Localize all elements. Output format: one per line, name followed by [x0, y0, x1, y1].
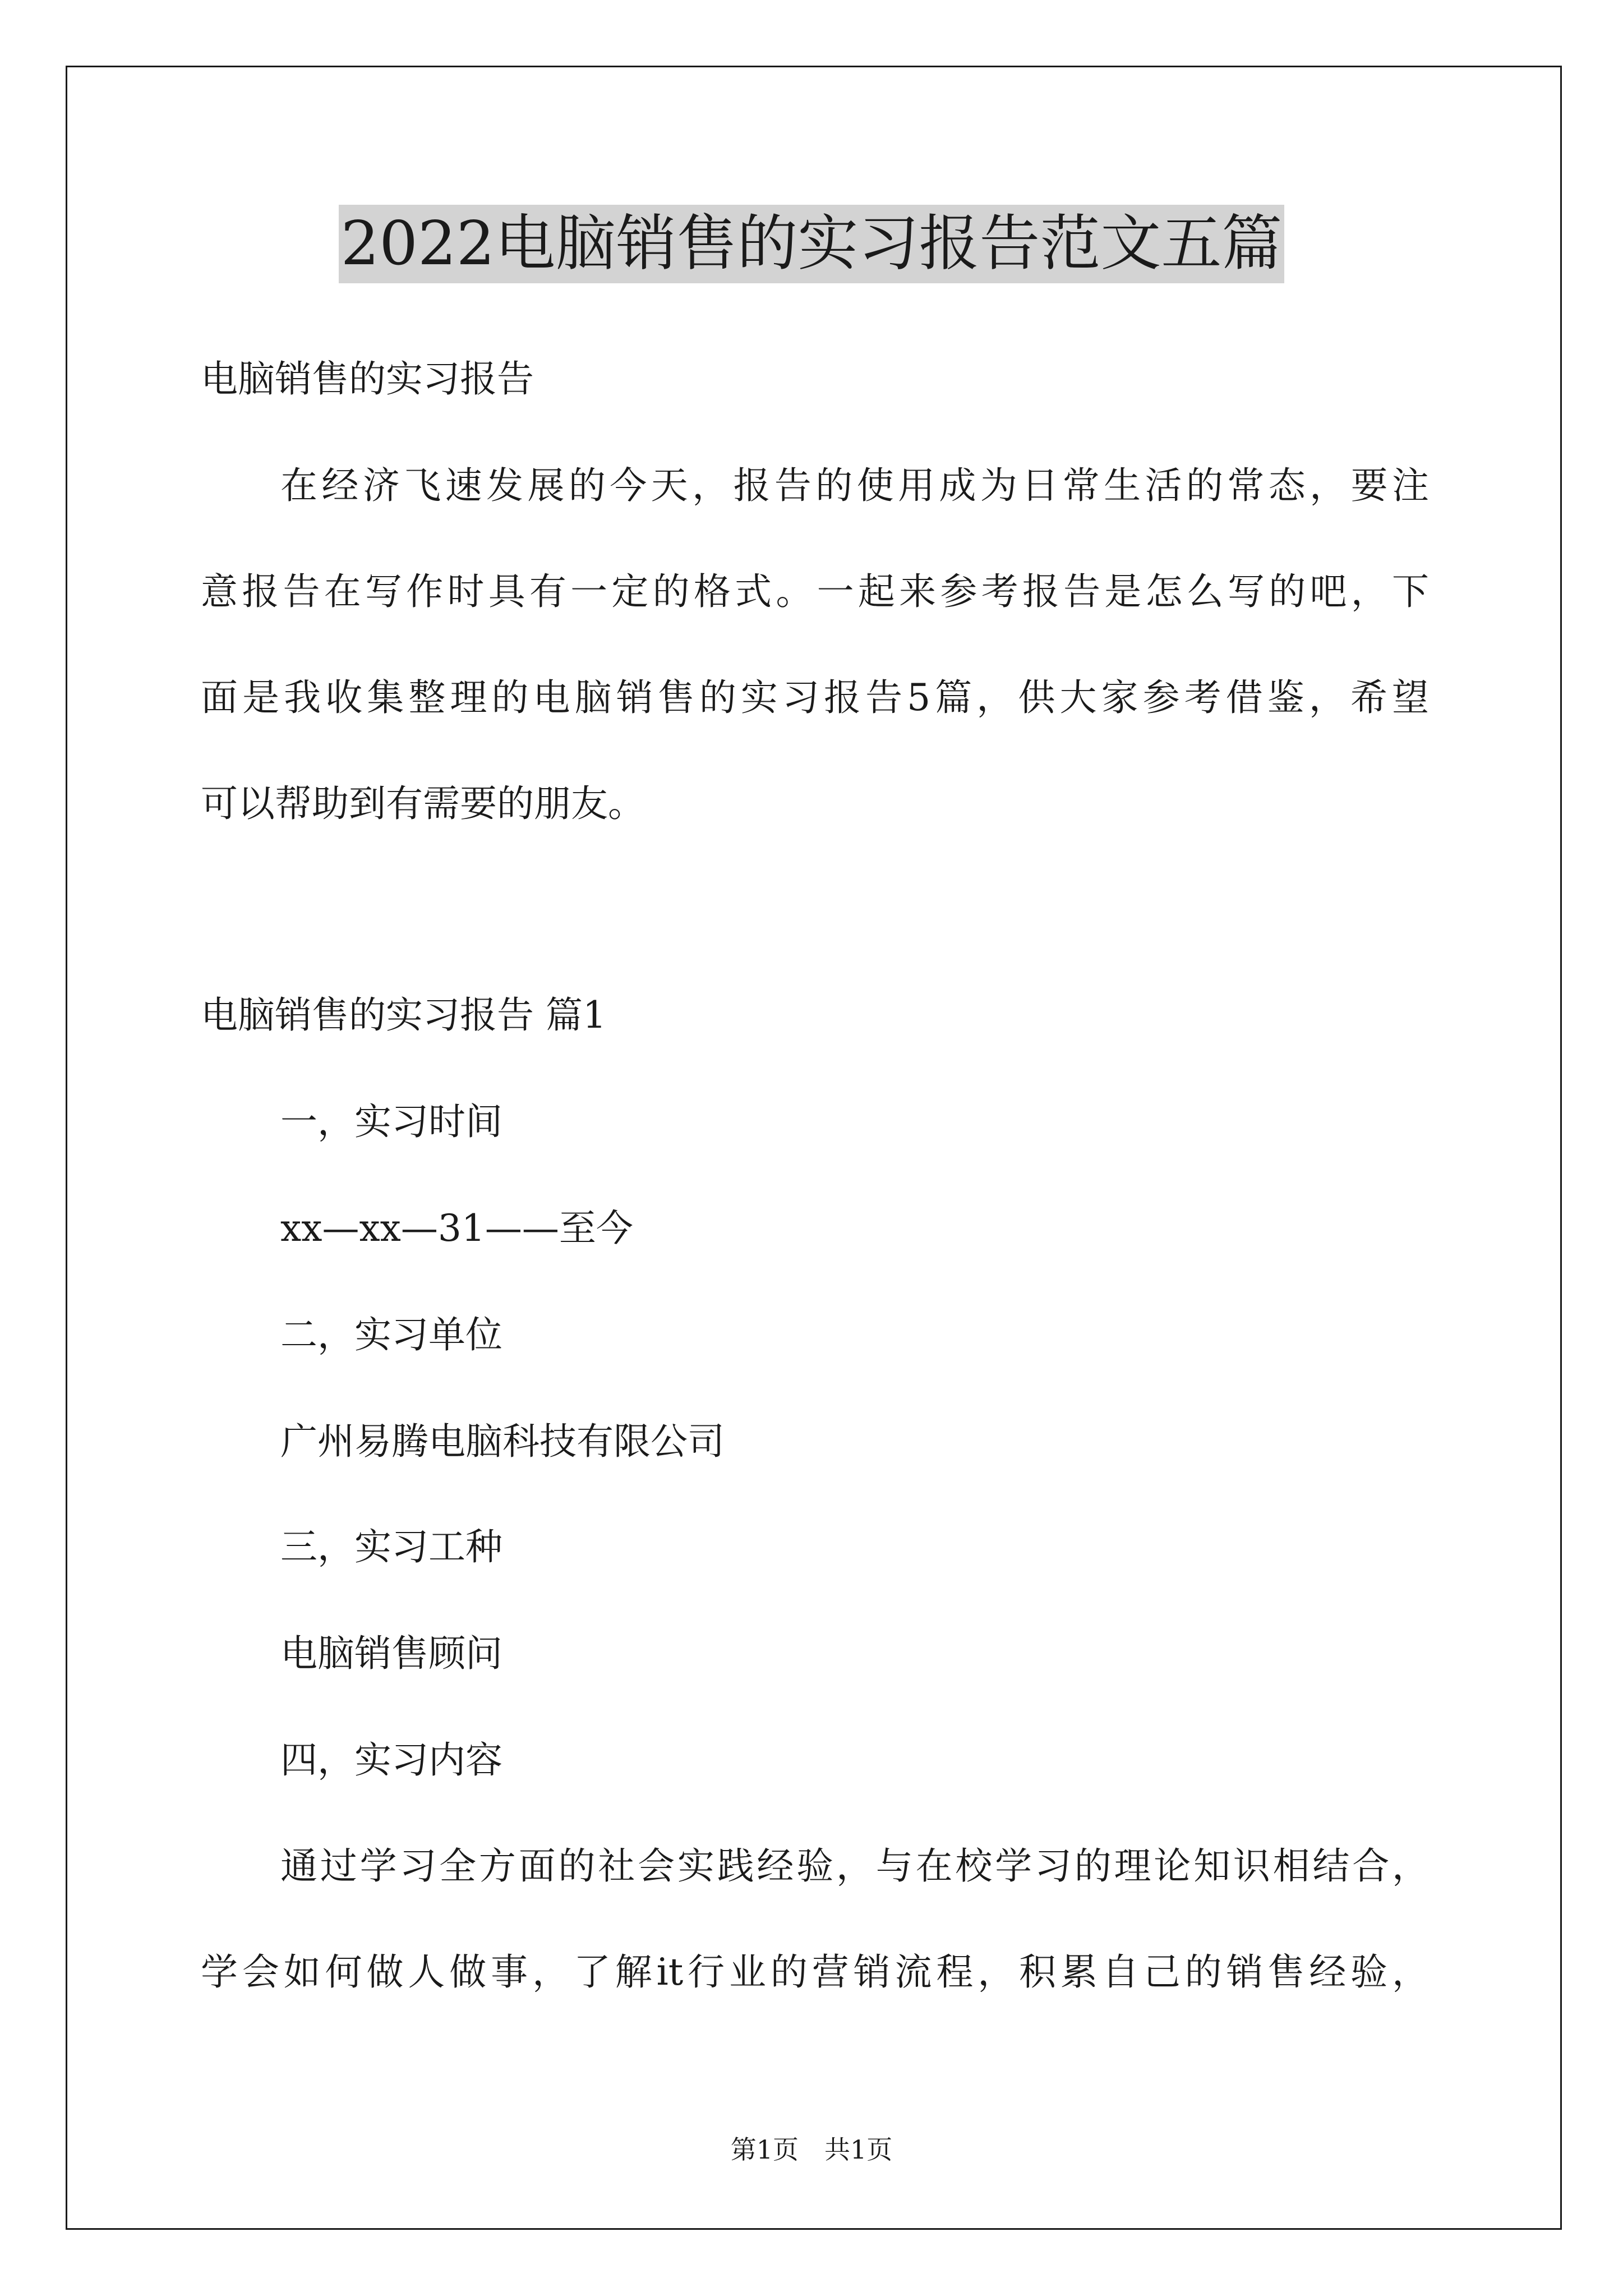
- item-internship-time-heading: 一，实习时间: [280, 1100, 502, 1143]
- item-internship-unit-value: 广州易腾电脑科技有限公司: [280, 1420, 725, 1463]
- page-footer: 第1页 共1页: [730, 2134, 893, 2165]
- document-title: 2022电脑销售的实习报告范文五篇: [339, 205, 1285, 283]
- intro-line-1: 在经济飞速发展的今天，报告的使用成为日常生活的常态，要注: [280, 464, 1429, 507]
- intro-line-4: 可以帮助到有需要的朋友。: [201, 782, 645, 825]
- intro-heading: 电脑销售的实习报告: [201, 357, 534, 401]
- section-heading: 电脑销售的实习报告 篇1: [201, 993, 606, 1037]
- item-internship-unit-heading: 二，实习单位: [280, 1313, 502, 1356]
- item-internship-time-value: xx—xx—31——至今: [280, 1207, 633, 1250]
- content-line-2: 学会如何做人做事，了解it行业的营销流程，积累自己的销售经验，: [201, 1950, 1429, 1994]
- item-job-type-value: 电脑销售顾问: [280, 1632, 502, 1675]
- title-wrap: [0, 205, 1623, 283]
- content-line-1: 通过学习全方面的社会实践经验，与在校学习的理论知识相结合，: [280, 1844, 1429, 1888]
- intro-line-3: 面是我收集整理的电脑销售的实习报告5篇，供大家参考借鉴，希望: [201, 676, 1429, 719]
- item-internship-content-heading: 四，实习内容: [280, 1738, 502, 1782]
- intro-line-2: 意报告在写作时具有一定的格式。一起来参考报告是怎么写的吧，下: [201, 570, 1429, 613]
- item-job-type-heading: 三，实习工种: [280, 1525, 502, 1568]
